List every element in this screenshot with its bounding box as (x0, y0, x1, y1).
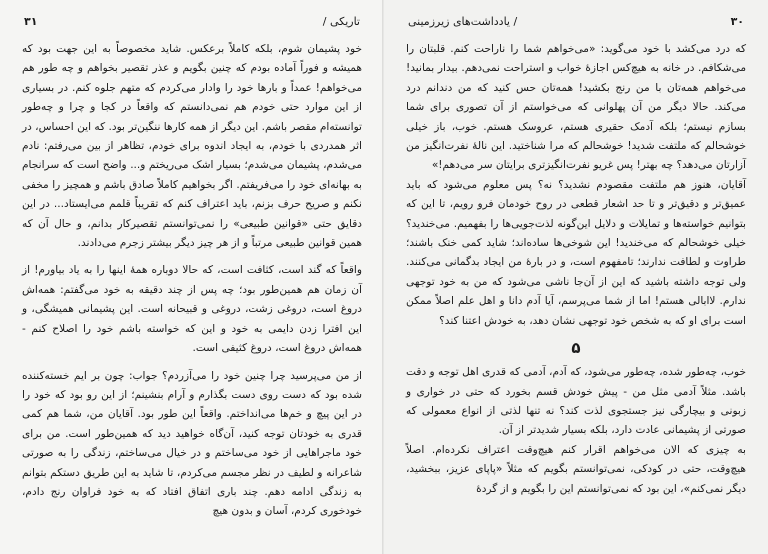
left-page-body (22, 40, 362, 522)
running-title: تاریکی / (322, 15, 360, 28)
paragraph: واقعاً که گند است، کثافت است، که حالا دوباره همهٔ اینها را به یاد بیاورم! از آن زمان هم همین‌طور بود؛ چه پس از چند دقیقه به خود می‌گفتم: همه‌اش دروغ است، دروغی زشت، دروغی و قبیحانه است. این پشیمانی همیشگی، و این افترا زدن دایمی به خود و این که خواسته باشم خود را اصلاح کنم - همه‌اش دروغ است، دروغ کثیفی است. (22, 264, 362, 355)
page-number: ۳۱ (24, 15, 38, 28)
paragraph: که درد می‌کشد با خود می‌گوید: «می‌خواهم شما را ناراحت کنم. قلبتان را می‌شکافم. در خانه به هیچ‌کس اجازهٔ خواب و استراحت نمی‌دهم. بیدار بمانید! می‌خواهم همه‌تان با من رنج بکشید! همه‌تان حس کنید که من دندانم درد می‌کند. حالا دیگر من آن پهلوانی که می‌خواستم از آن تصوری برای شما بسازم نیستم؛ بلکه آدمک حقیری هستم، عروسک هستم. خوب، باز خیلی خوشحالم که ملتفت شدید! خوشحالم که مرا شناختید. این نالهٔ نفرت‌انگیز من آزارتان می‌دهد؟ چه بهتر! پس غریو نفرت‌انگیزتری برایتان سر می‌دهم!» (406, 43, 746, 172)
right-page-header (408, 14, 744, 30)
chapter-number: ۵ (571, 339, 581, 358)
paragraph: از من می‌پرسید چرا چنین خود را می‌آزردم؟ جواب: چون بر ایم خسته‌کننده شده بود که دست روی دست بگذارم و آرام بنشینم؛ از این رو بود که خود را در این پیچ و خم‌ها می‌انداختم. واقعاً این طور بود. آقایان من، شما هم کمی قدری به خودتان توجه کنید، آن‌گاه خواهید دید که همین‌طور است. من برای خود ماجراهایی از خود می‌ساختم و در خیال می‌ساختم، زندگی را به صورتی شاعرانه و لطیف در نظر مجسم می‌کردم، تا شاید به این طریق دستکم بتوانم به زندگی ادامه دهم. چند باری اتفاق افتاد که به خود فراوان رنج دادم، خودخوری کردم، آسان و بدون هیچ (22, 369, 362, 518)
left-page-header (24, 14, 360, 30)
right-page (384, 0, 768, 554)
paragraph: آقایان، هنوز هم ملتفت مقصودم نشدید؟ نه؟ پس معلوم می‌شود که باید عمیق‌تر و دقیق‌تر و تا حد اشعار قطعی در روح خودمان فرو رویم، تا این که بتوانیم خواسته‌ها و تمایلات و دلایل این‌گونه لذت‌جویی‌ها را بفهمیم. می‌خندید؟ خیلی خوشحالم که می‌خندید! این شوخی‌ها ساده‌اند؛ شاید کمی خنک باشند؛ طراوت و لطافت ندارند؛ تامفهوم است، و در بارهٔ من ایجاد بدگمانی می‌کنند. ولی توجه داشته باشید که این از آن‌جا ناشی می‌شود که من به خود توجهی ندارم. لاابالی هستم! اما از شما می‌پرسم، آیا آدم دانا و اهل علم اصلاً ممکن است برای او که به شخص خود توجهی نشان دهد، به خودش اعتنا کند؟ (406, 178, 746, 327)
paragraph: خود پشیمان شوم، بلکه کاملاً برعکس. شاید مخصوصاً به این جهت بود که همیشه و فوراً آماده بودم که چنین بگویم و عذر تقصیر بخواهم و چه طور هم می‌خواهم! عمداً و بارها خود را وادار می‌کردم که متهم جلوه کنم. در بسیاری از این موارد حتی خودم هم نمی‌دانستم که واقعاً در کجا و چرا و چه‌طور توانسته‌ام مقصر باشم. این دیگر از همه کارها ننگین‌تر بود. که این احساس، در اثر همدردی با خودم، به ایجاد اندوه برای خودم، تظاهر از بین می‌رفتم: نادم می‌شدم، پشیمان می‌شدم؛ بسیار اشک می‌ریختم و... واضح است که سرانجام به بهانه‌ای خود را می‌فریفتم. اگر بخواهیم کاملاً صادق باشم و همچیز را مخفی نکنم و صریح حرف بزنم، باید اعتراف کنم که تقریباً قلمم می‌ایستاد... در این دقایق حتی «قوانین طبیعی» را نمی‌توانستم تقصیرکار بدانم، و حال آن که همین قوانین طبیعی مرتباً و از هر چیز دیگر بیشتر زجرم می‌دادند. (21, 43, 362, 250)
page-number: ۳۰ (730, 15, 744, 28)
paragraph: به چیزی که الان می‌خواهم اقرار کنم هیچ‌وقت اعتراف نکرده‌ام. اصلاً هیچ‌وقت، حتی در کودکی، نمی‌توانستم بگویم که مثلاً «پاپای عزیز، ببخشید، دیگر نمی‌کنم»، این بود که نمی‌توانستم این را بگویم و از گردهٔ (406, 443, 746, 495)
paragraph: خوب، چه‌طور شده، چه‌طور می‌شود، که آدم، آدمی که قدری اهل توجه و دقت باشد. مثلاً آدمی مثل من - پیش خودش قسم بخورد که حتی در خواری و زبونی و بیچارگی نیز جستجوی لذت کند؟ نه تنها لذتی از انواع معمولی که صورتی از پشیمانی عادت دارد، بلکه بسیار شدیدتر از آن. (406, 366, 746, 437)
right-page-body (406, 40, 746, 499)
running-title: / یادداشت‌های زیرزمینی (408, 15, 518, 28)
